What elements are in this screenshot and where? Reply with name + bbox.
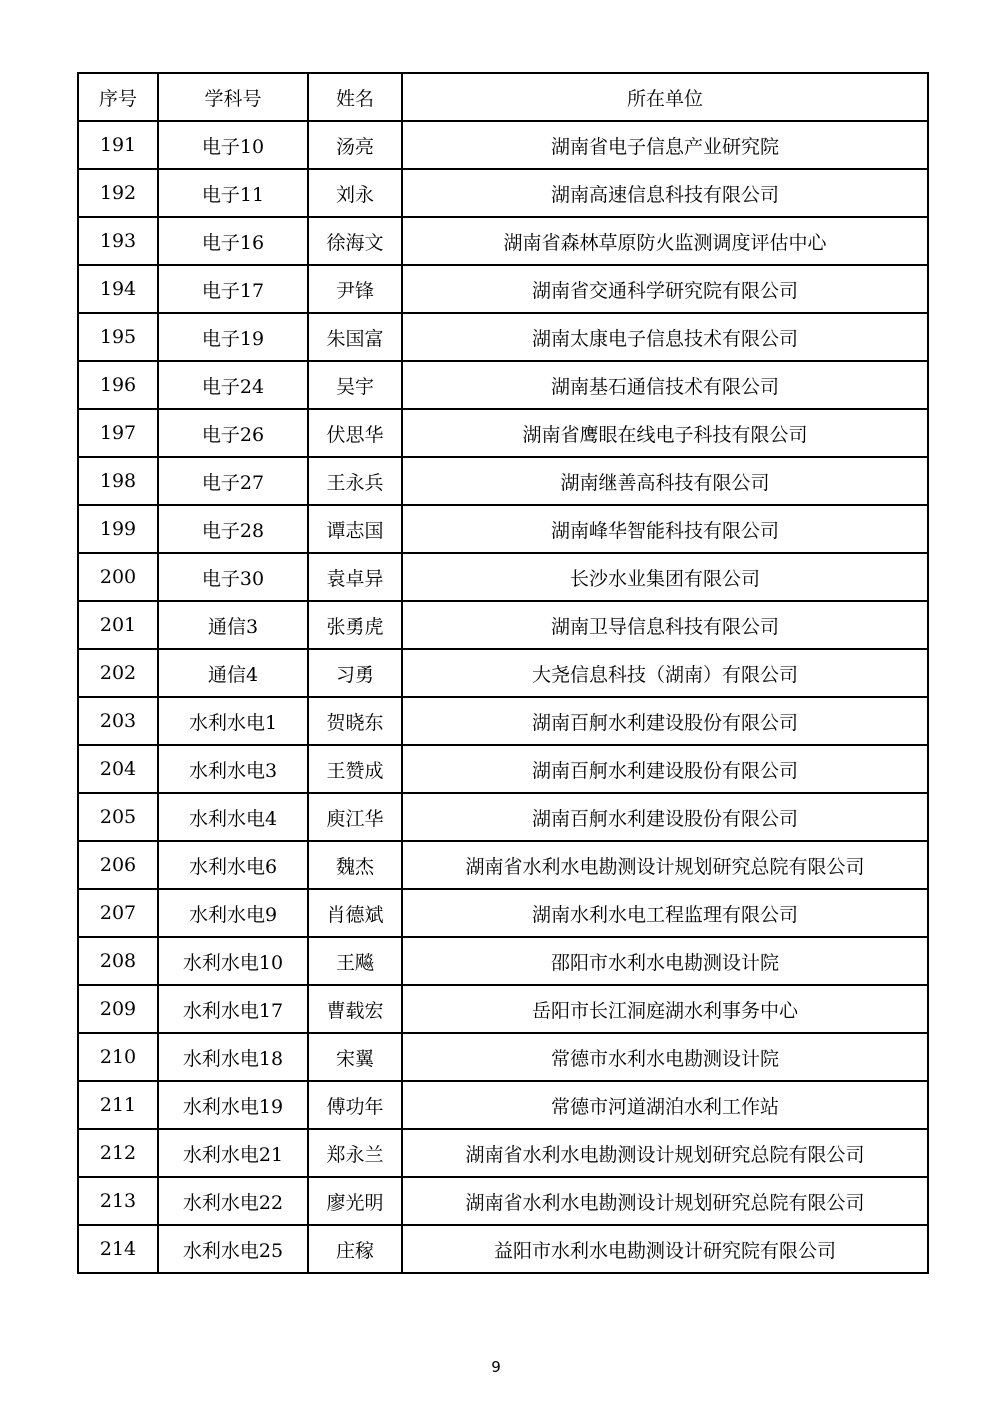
table-row	[78, 505, 928, 553]
cell-serial-number: 209	[78, 985, 158, 1033]
cell-name: 廖光明	[308, 1177, 402, 1225]
cell-organization: 益阳市水利水电勘测设计研究院有限公司	[402, 1225, 928, 1273]
cell-organization: 湖南省森林草原防火监测调度评估中心	[402, 217, 928, 265]
cell-name: 王飚	[308, 937, 402, 985]
cell-organization: 湖南省水利水电勘测设计规划研究总院有限公司	[402, 1177, 928, 1225]
cell-name: 习勇	[308, 649, 402, 697]
cell-name: 庾江华	[308, 793, 402, 841]
cell-subject-code: 水利水电9	[158, 889, 308, 937]
cell-subject-code: 电子11	[158, 169, 308, 217]
table-row	[78, 409, 928, 457]
cell-subject-code: 电子16	[158, 217, 308, 265]
cell-organization: 湖南卫导信息科技有限公司	[402, 601, 928, 649]
cell-serial-number: 207	[78, 889, 158, 937]
table-row	[78, 169, 928, 217]
cell-serial-number: 199	[78, 505, 158, 553]
cell-subject-code: 水利水电1	[158, 697, 308, 745]
cell-subject-code: 电子26	[158, 409, 308, 457]
table-row	[78, 121, 928, 169]
cell-organization: 湖南基石通信技术有限公司	[402, 361, 928, 409]
cell-subject-code: 水利水电17	[158, 985, 308, 1033]
cell-subject-code: 水利水电6	[158, 841, 308, 889]
cell-serial-number: 193	[78, 217, 158, 265]
table-row	[78, 265, 928, 313]
cell-serial-number: 203	[78, 697, 158, 745]
header-organization: 所在单位	[402, 73, 928, 121]
table-row	[78, 601, 928, 649]
table-row	[78, 217, 928, 265]
cell-organization: 湖南省水利水电勘测设计规划研究总院有限公司	[402, 1129, 928, 1177]
cell-name: 汤亮	[308, 121, 402, 169]
header-name: 姓名	[308, 73, 402, 121]
cell-subject-code: 电子28	[158, 505, 308, 553]
cell-organization: 湖南水利水电工程监理有限公司	[402, 889, 928, 937]
cell-organization: 湖南百舸水利建设股份有限公司	[402, 745, 928, 793]
table-row	[78, 1081, 928, 1129]
cell-serial-number: 198	[78, 457, 158, 505]
table-row	[78, 937, 928, 985]
table-row	[78, 1225, 928, 1273]
cell-name: 傅功年	[308, 1081, 402, 1129]
cell-name: 刘永	[308, 169, 402, 217]
cell-name: 袁卓异	[308, 553, 402, 601]
cell-name: 张勇虎	[308, 601, 402, 649]
header-serial-number: 序号	[78, 73, 158, 121]
cell-subject-code: 电子17	[158, 265, 308, 313]
cell-subject-code: 通信3	[158, 601, 308, 649]
cell-organization: 岳阳市长江洞庭湖水利事务中心	[402, 985, 928, 1033]
cell-serial-number: 212	[78, 1129, 158, 1177]
cell-serial-number: 202	[78, 649, 158, 697]
cell-subject-code: 电子27	[158, 457, 308, 505]
cell-serial-number: 192	[78, 169, 158, 217]
cell-organization: 常德市水利水电勘测设计院	[402, 1033, 928, 1081]
cell-organization: 湖南省水利水电勘测设计规划研究总院有限公司	[402, 841, 928, 889]
table-row	[78, 313, 928, 361]
cell-serial-number: 195	[78, 313, 158, 361]
cell-subject-code: 水利水电19	[158, 1081, 308, 1129]
table-row	[78, 361, 928, 409]
table-row	[78, 1129, 928, 1177]
table-header	[78, 73, 928, 121]
cell-name: 魏杰	[308, 841, 402, 889]
cell-organization: 大尧信息科技（湖南）有限公司	[402, 649, 928, 697]
cell-serial-number: 214	[78, 1225, 158, 1273]
cell-organization: 湖南省交通科学研究院有限公司	[402, 265, 928, 313]
cell-organization: 湖南太康电子信息技术有限公司	[402, 313, 928, 361]
table-row	[78, 745, 928, 793]
cell-subject-code: 水利水电18	[158, 1033, 308, 1081]
table-row	[78, 841, 928, 889]
table-row	[78, 793, 928, 841]
cell-name: 徐海文	[308, 217, 402, 265]
cell-serial-number: 206	[78, 841, 158, 889]
cell-subject-code: 电子10	[158, 121, 308, 169]
cell-subject-code: 水利水电10	[158, 937, 308, 985]
cell-name: 伏思华	[308, 409, 402, 457]
header-row	[78, 73, 928, 121]
cell-organization: 长沙水业集团有限公司	[402, 553, 928, 601]
cell-name: 贺晓东	[308, 697, 402, 745]
cell-organization: 湖南省电子信息产业研究院	[402, 121, 928, 169]
cell-subject-code: 水利水电25	[158, 1225, 308, 1273]
table-row	[78, 697, 928, 745]
table-row	[78, 985, 928, 1033]
cell-subject-code: 电子19	[158, 313, 308, 361]
cell-organization: 湖南峰华智能科技有限公司	[402, 505, 928, 553]
cell-name: 谭志国	[308, 505, 402, 553]
table-row	[78, 1177, 928, 1225]
cell-name: 庄稼	[308, 1225, 402, 1273]
cell-serial-number: 213	[78, 1177, 158, 1225]
cell-organization: 湖南省鹰眼在线电子科技有限公司	[402, 409, 928, 457]
cell-name: 王赞成	[308, 745, 402, 793]
cell-serial-number: 191	[78, 121, 158, 169]
cell-serial-number: 204	[78, 745, 158, 793]
cell-serial-number: 200	[78, 553, 158, 601]
cell-name: 肖德斌	[308, 889, 402, 937]
cell-serial-number: 205	[78, 793, 158, 841]
cell-serial-number: 197	[78, 409, 158, 457]
cell-subject-code: 电子30	[158, 553, 308, 601]
cell-organization: 湖南高速信息科技有限公司	[402, 169, 928, 217]
cell-serial-number: 201	[78, 601, 158, 649]
cell-serial-number: 208	[78, 937, 158, 985]
cell-subject-code: 水利水电4	[158, 793, 308, 841]
cell-organization: 邵阳市水利水电勘测设计院	[402, 937, 928, 985]
cell-organization: 湖南百舸水利建设股份有限公司	[402, 793, 928, 841]
table-row	[78, 1033, 928, 1081]
cell-organization: 常德市河道湖泊水利工作站	[402, 1081, 928, 1129]
roster-table	[77, 72, 929, 1274]
cell-name: 尹锋	[308, 265, 402, 313]
table-row	[78, 457, 928, 505]
table-body	[78, 121, 928, 1273]
page-number: 9	[491, 1358, 501, 1376]
table-row	[78, 649, 928, 697]
cell-name: 郑永兰	[308, 1129, 402, 1177]
cell-organization: 湖南继善高科技有限公司	[402, 457, 928, 505]
cell-name: 朱国富	[308, 313, 402, 361]
cell-subject-code: 水利水电22	[158, 1177, 308, 1225]
table-row	[78, 553, 928, 601]
cell-name: 吴宇	[308, 361, 402, 409]
header-subject-code: 学科号	[158, 73, 308, 121]
cell-serial-number: 194	[78, 265, 158, 313]
cell-organization: 湖南百舸水利建设股份有限公司	[402, 697, 928, 745]
cell-subject-code: 通信4	[158, 649, 308, 697]
cell-subject-code: 水利水电21	[158, 1129, 308, 1177]
cell-name: 曹载宏	[308, 985, 402, 1033]
table-row	[78, 889, 928, 937]
cell-subject-code: 电子24	[158, 361, 308, 409]
cell-name: 宋翼	[308, 1033, 402, 1081]
cell-serial-number: 196	[78, 361, 158, 409]
cell-subject-code: 水利水电3	[158, 745, 308, 793]
cell-name: 王永兵	[308, 457, 402, 505]
cell-serial-number: 211	[78, 1081, 158, 1129]
cell-serial-number: 210	[78, 1033, 158, 1081]
